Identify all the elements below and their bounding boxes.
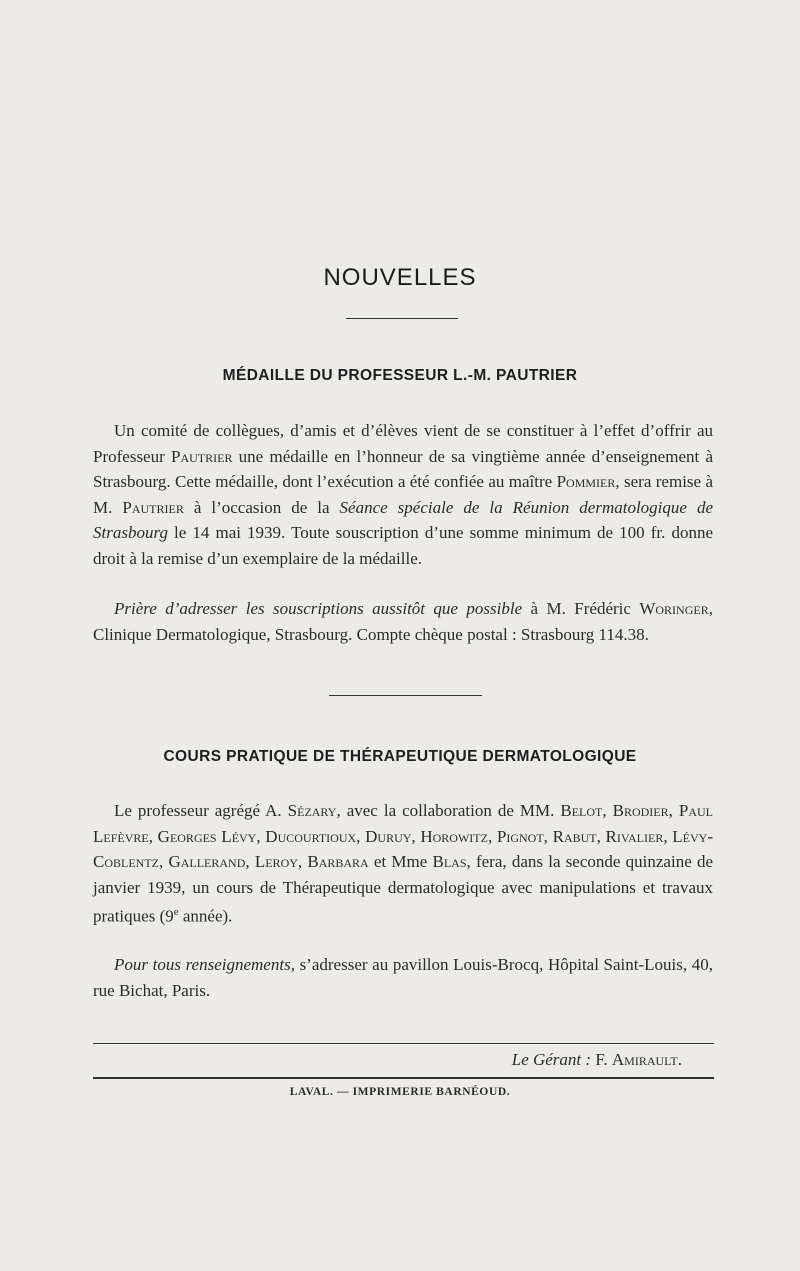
- person-name: Blas: [432, 852, 467, 871]
- person-name: Pautrier: [122, 497, 184, 517]
- event-name: Séance spéciale de la Réunion dermatologique de Strasbourg: [93, 497, 713, 542]
- section2-heading: COURS PRATIQUE DE THÉRAPEUTIQUE DERMATOLOGIQUE: [163, 748, 637, 765]
- gerant-signature: Le Gérant : F. Amirault.: [511, 1050, 682, 1069]
- footer-rule-top: [93, 1043, 714, 1044]
- person-name: Pautrier: [171, 446, 233, 466]
- collaborator-names: Belot, Brodier, Paul Lefèvre, Georges Lévy, Ducourtioux, Duruy, Horowitz, Pignot, Rabut, Rivalier, Lévy-Coblentz, Gallerand, Leroy, Barbara: [93, 801, 714, 871]
- title-rule: [346, 318, 458, 319]
- person-name: Sézary: [287, 801, 337, 820]
- person-name: Pommier: [556, 472, 616, 491]
- printer-line: LAVAL. — IMPRIMERIE BARNÉOUD.: [289, 1086, 511, 1098]
- person-name: Woringer: [639, 599, 709, 618]
- page-title: NOUVELLES: [323, 264, 477, 291]
- section2-paragraph-1: Le professeur agrégé A. Sézary, avec la collaboration de MM. Belot, Brodier, Paul Lefèvre, Georges Lévy, Ducourtioux, Duruy, Horowitz, Pignot, Rabut, Rivalier, Lévy-Coblentz, Gallerand, Leroy, Barbara et Mme Blas, fera, dans la seconde quinzaine de janvier 1939, un cours de Thérapeutique dermatologique avec manipulations et travaux pratiques (9e année).: [93, 801, 714, 926]
- section2-paragraph-2: Pour tous renseignements, s’adresser au pavillon Louis-Brocq, Hôpital Saint-Louis, 40, rue Bichat, Paris.: [93, 955, 713, 1000]
- section1-heading: MÉDAILLE DU PROFESSEUR L.-M. PAUTRIER: [222, 367, 578, 384]
- section1-paragraph-2: Prière d’adresser les souscriptions aussitôt que possible à M. Frédéric Woringer, Clinique Dermatologique, Strasbourg. Compte chèque postal : Strasbourg 114.38.: [93, 599, 713, 644]
- footer-rule-bottom: [93, 1077, 714, 1079]
- section1-paragraph-1: Un comité de collègues, d’amis et d’élèves vient de se constituer à l’effet d’offrir au Professeur Pautrier une médaille en l’honneur de sa vingtième année d’enseignement à Strasbourg. Cette médaille, dont l’exécution a été confiée au maître Pommier, sera remise à M. Pautrier à l’occasion de la Séance spéciale de la Réunion dermatologique de Strasbourg le 14 mai 1939. Toute souscription d’une somme minimum de 100 fr. donne droit à la remise d’un exemplaire de la médaille.: [93, 421, 714, 568]
- section-divider: [329, 695, 482, 696]
